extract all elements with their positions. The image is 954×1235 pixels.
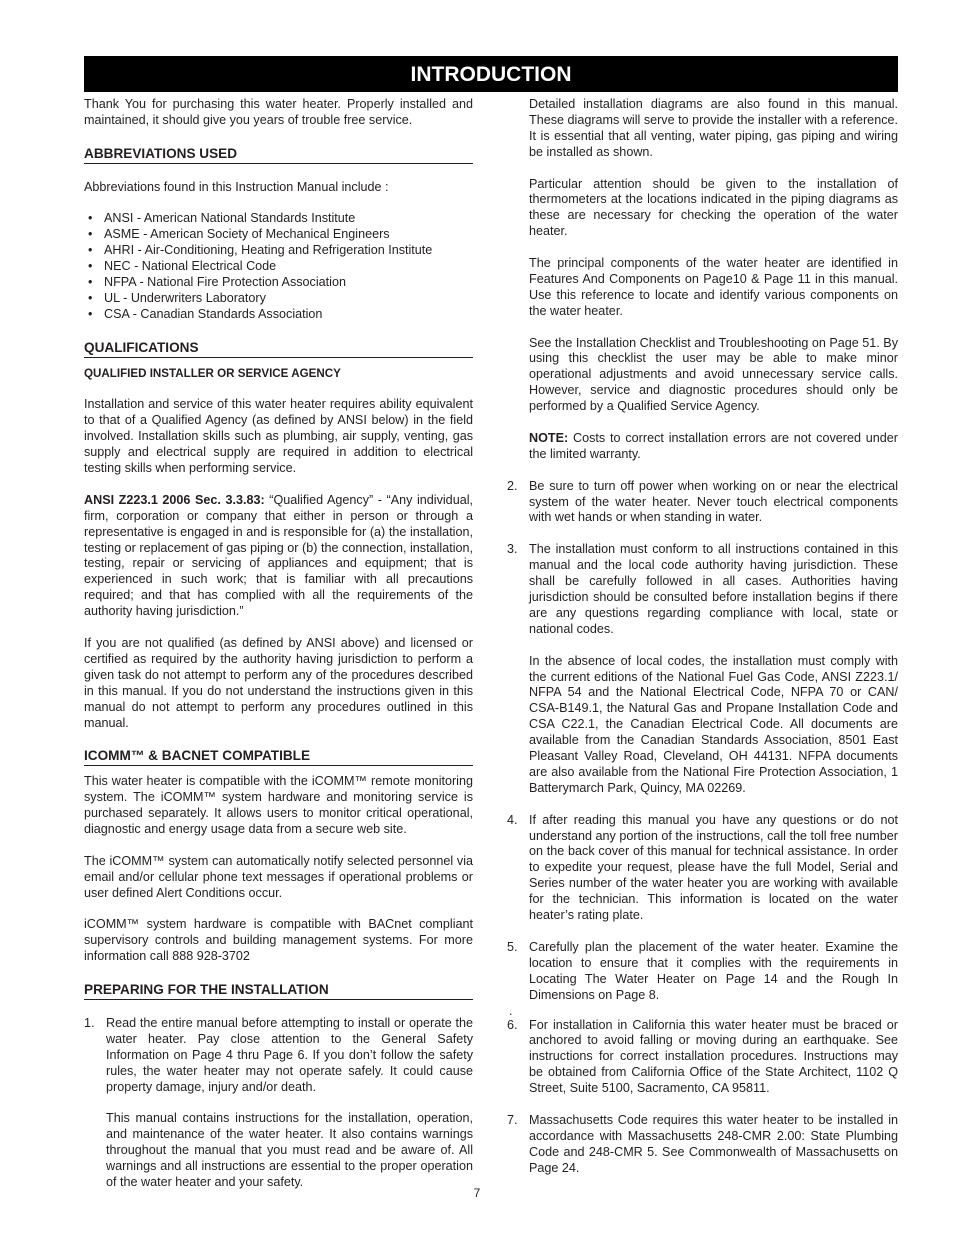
abbreviations-lead: Abbreviations found in this Instruction Manual include : <box>84 179 389 194</box>
numbered-item-6: 6. For installation in California this water heater must be braced or anchored to avoid falling or moving during an earthquake. See instructions for correct installation procedures. Instructions may be obtained from California Office of the State Architect, 1102 Q Street, Suite 5100, Sacramento, CA 95811. <box>507 1017 898 1096</box>
ansi-definition-paragraph: ANSI Z223.1 2006 Sec. 3.3.83: “Qualified Agency” - “Any individual, firm, corporation or company that either in person or through a representative is engaged in and is responsible for (a) the installation, testing or replacement of gas piping or (b) the connection, installation, testing, repair or servicing of appliances and equipment; that is experienced in such work; that is familiar with all precautions required; and that has complied with all the requirements of the authority having jurisdiction.” <box>84 492 473 619</box>
abbreviations-list <box>84 211 473 322</box>
not-qualified-paragraph: If you are not qualified (as defined by ANSI above) and licensed or certified as required by the authority having jurisdiction to perform a given task do not attempt to perform any of the procedures described in this manual. If you do not understand the instructions given in this manual do not attempt to perform any procedures outlined in this manual. <box>84 635 473 730</box>
item-1-continuation <box>507 97 898 463</box>
list-item: • CSA - Canadian Standards Association <box>88 306 323 321</box>
list-item: • AHRI - Air-Conditioning, Heating and Refrigeration Institute <box>88 243 433 258</box>
list-item: • NEC - National Electrical Code <box>88 259 277 274</box>
right-column <box>507 97 898 1177</box>
numbered-item-1: 1. Read the entire manual before attempting to install or operate the water heater. Pay close attention to the General Safety Information on Page 4 thru Page 6. If you don’t follow the safety rules, the water heater may not operate safely. It could cause property damage, injury and/or death. This manual contains instructions for the installation, operation, and maintenance of the water heater. It also contains warnings throughout the manual that you must read and be aware of. All warnings and all instructions are essential to the proper operation of the water heater and your safety. <box>84 1015 473 1189</box>
stray-dot: . <box>509 1003 513 1018</box>
note-paragraph: NOTE: Costs to correct installation errors are not covered under the limited warranty. <box>529 430 898 461</box>
checklist-paragraph: See the Installation Checklist and Troubleshooting on Page 51. By using this checklist the user may be able to make minor operational adjustments and avoid unnecessary service calls. However, service and diagnostic procedures should only be performed by a Qualified Service Agency. <box>529 335 898 414</box>
preparing-heading: PREPARING FOR THE INSTALLATION <box>84 981 473 1000</box>
section-banner <box>84 56 898 92</box>
section-title: INTRODUCTION <box>410 63 572 86</box>
numbered-item-4: 4. If after reading this manual you have any questions or do not understand any portion of the instructions, call the toll free number on the back cover of this manual for technical assistance. In order to expedite your request, please have the full Model, Serial and Series number of the water heater you are working with available for the technician. This information is located on the water heater’s rating plate. <box>507 812 898 923</box>
left-column <box>84 97 473 1191</box>
icomm-paragraph-1: This water heater is compatible with the iCOMM™ remote monitoring system. The iCOMM™ system hardware and monitoring service is purchased separately. It allows users to monitor critical operational, diagnostic and energy usage data from a secure web site. <box>84 774 473 837</box>
icomm-paragraph-3: iCOMM™ system hardware is compatible with BACnet compliant supervisory controls and building management systems. For more information call 888 928-3702 <box>84 917 473 964</box>
qualifications-paragraph: Installation and service of this water heater requires ability equivalent to that of a Qualified Agency (as defined by ANSI below) in the field involved. Installation skills such as plumbing, air supply, venting, gas supply and electrical supply are required in addition to electrical testing skills when performing service. <box>84 397 473 476</box>
icomm-heading: ICOMM™ & BACNET COMPATIBLE <box>84 747 473 766</box>
numbered-item-3: 3. The installation must conform to all instructions contained in this manual and the local code authority having jurisdiction. These shall be carefully followed in all cases. Authorities having jurisdiction should be consulted before installation begins if there are any questions regarding compliance with local, state or national codes. In the absence of local codes, the installation must comply with the current editions of the National Fuel Gas Code, ANSI Z223.1/ NFPA 54 and the National Electrical Code, NFPA 70 or CAN/ CSA-B149.1, the Natural Gas and Propane Installation Code and CSA C22.1, the Canadian Electrical Code. All documents are available from the Canadian Standards Association, 8501 East Pleasant Valley Road, Cleveland, OH 44131. NFPA documents are also available from the National Fire Protection Association, 1 Batterymarch Park, Quincy, MA 02269. <box>507 542 898 795</box>
icomm-paragraph-2: The iCOMM™ system can automatically notify selected personnel via email and/or cellular phone text messages if operational problems or user defined Alert Conditions occur. <box>84 853 473 900</box>
list-item: • NFPA - National Fire Protection Association <box>88 275 346 290</box>
numbered-item-7: 7. Massachusetts Code requires this water heater to be installed in accordance with Massachusetts 248-CMR 2.00: State Plumbing Code and 248-CMR 5. See Commonwealth of Massachusetts on Page 24. <box>507 1112 898 1175</box>
numbered-item-5: 5. Carefully plan the placement of the water heater. Examine the location to ensure that it complies with the requirements in Locating The Water Heater on Page 14 and the Rough In Dimensions on Page 8. <box>507 939 898 1002</box>
page-number: 7 <box>473 1186 481 1200</box>
abbreviations-heading: ABBREVIATIONS USED <box>84 145 473 164</box>
numbered-item-2: 2. Be sure to turn off power when working on or near the electrical system of the water heater. Never touch electrical components with wet hands or when standing in water. <box>507 478 898 525</box>
qualifications-heading: QUALIFICATIONS <box>84 339 473 358</box>
ansi-label: ANSI Z223.1 2006 Sec. 3.3.83: <box>84 492 265 507</box>
list-item: • ASME - American Society of Mechanical Engineers <box>88 227 390 242</box>
list-item: • ANSI - American National Standards Institute <box>88 211 356 226</box>
intro-paragraph: Thank You for purchasing this water heater. Properly installed and maintained, it should give you years of trouble free service. <box>84 97 473 127</box>
components-paragraph: The principal components of the water heater are identified in Features And Components on Page10 & Page 11 in this manual. Use this reference to locate and identify various components on the water heater. <box>529 256 898 318</box>
thermometers-paragraph: Particular attention should be given to the installation of thermometers at the locations indicated in the piping diagrams as these are necessary for checking the operation of the water heater. <box>529 176 898 239</box>
note-label: NOTE: <box>529 430 569 445</box>
list-item: • UL - Underwriters Laboratory <box>88 290 266 305</box>
local-codes-paragraph: In the absence of local codes, the installation must comply with the current editions of the National Fuel Gas Code, ANSI Z223.1/ NFPA 54 and the National Electrical Code, NFPA 70 or CAN/ CSA-B149.1, the Natural Gas and Propane Installation Code and CSA C22.1, the Canadian Electrical Code. All documents are available from the Canadian Standards Association, 8501 East Pleasant Valley Road, Cleveland, OH 44131. NFPA documents are also available from the National Fire Protection Association, 1 Batterymarch Park, Quincy, MA 02269. <box>529 653 898 795</box>
diagrams-paragraph: Detailed installation diagrams are also found in this manual. These diagrams will serve to provide the installer with a reference. It is essential that all venting, water piping, gas piping and wiring be installed as shown. <box>529 97 898 159</box>
qualified-installer-subheading: QUALIFIED INSTALLER OR SERVICE AGENCY <box>84 366 341 380</box>
